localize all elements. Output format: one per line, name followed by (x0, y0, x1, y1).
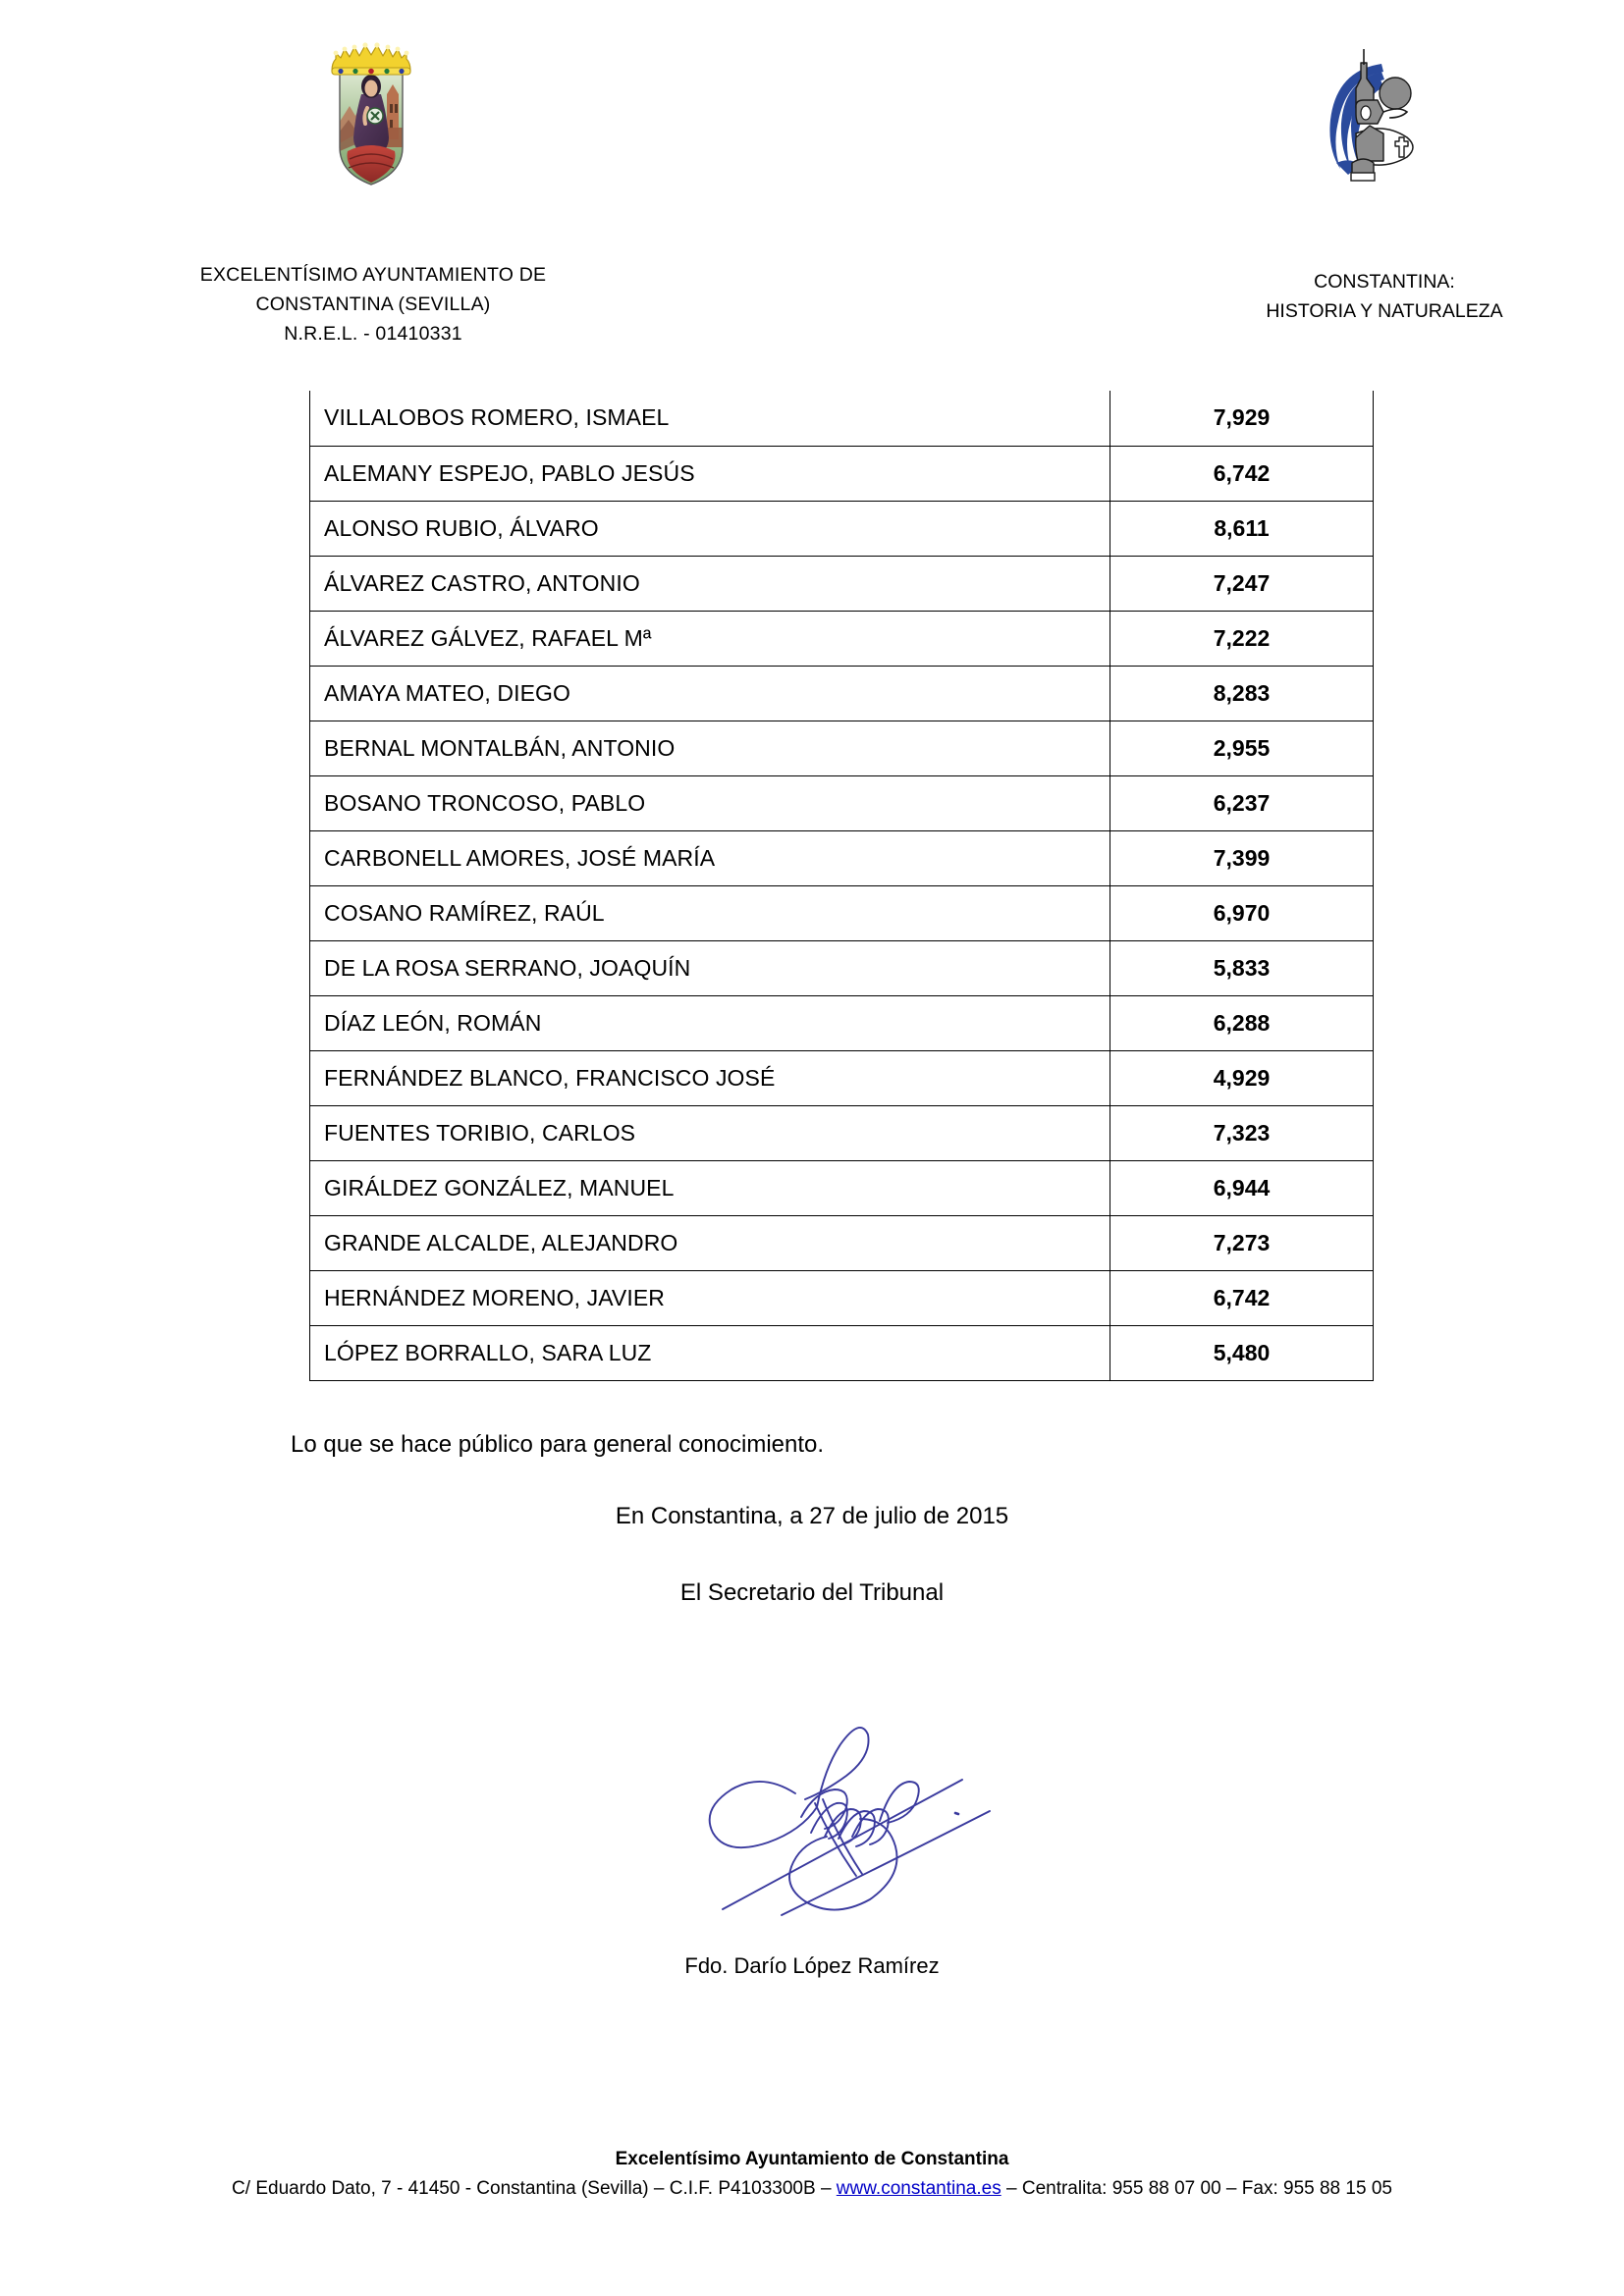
table-row (310, 885, 1374, 940)
place-and-date-paragraph: En Constantina, a 27 de julio de 2015 (615, 1503, 1009, 1529)
table-row (310, 995, 1374, 1050)
table-row (310, 1105, 1374, 1160)
table-row (310, 721, 1374, 775)
table-row (310, 1160, 1374, 1215)
table-row (310, 940, 1374, 995)
results-table (309, 391, 1374, 1381)
candidate-name-cell: HERNÁNDEZ MORENO, JAVIER (310, 1270, 1110, 1325)
table-row (310, 556, 1374, 611)
candidate-name-cell: CARBONELL AMORES, JOSÉ MARÍA (310, 830, 1110, 885)
document-footer (0, 2145, 1624, 2204)
candidate-score-cell: 6,944 (1110, 1160, 1374, 1215)
candidate-name-cell: LÓPEZ BORRALLO, SARA LUZ (310, 1325, 1110, 1380)
table-row (310, 830, 1374, 885)
candidate-score-cell: 5,833 (1110, 940, 1374, 995)
right-caption-line-2: HISTORIA Y NATURALEZA (1266, 300, 1503, 322)
candidate-name-cell: BOSANO TRONCOSO, PABLO (310, 775, 1110, 830)
footer-address-after-link: – Centralita: 955 88 07 00 – Fax: 955 88 15 05 (1001, 2178, 1392, 2199)
footer-contact-line (0, 2174, 1624, 2204)
left-header-caption (118, 260, 628, 348)
right-caption-line-1: CONSTANTINA: (1314, 271, 1455, 293)
candidate-name-cell: ALEMANY ESPEJO, PABLO JESÚS (310, 446, 1110, 501)
constantina-historia-naturaleza-logo-icon (1313, 39, 1442, 187)
constantina-coat-of-arms-icon (316, 37, 426, 187)
table-row (310, 666, 1374, 721)
candidate-score-cell: 7,399 (1110, 830, 1374, 885)
candidate-name-cell: FERNÁNDEZ BLANCO, FRANCISCO JOSÉ (310, 1050, 1110, 1105)
candidate-name-cell: ÁLVAREZ CASTRO, ANTONIO (310, 556, 1110, 611)
caption-line-2: CONSTANTINA (SEVILLA) (255, 294, 491, 315)
table-row (310, 501, 1374, 556)
document-header (0, 0, 1624, 353)
candidate-name-cell: COSANO RAMÍREZ, RAÚL (310, 885, 1110, 940)
candidate-score-cell: 6,970 (1110, 885, 1374, 940)
candidate-name-cell: DÍAZ LEÓN, ROMÁN (310, 995, 1110, 1050)
candidate-name-cell: GRANDE ALCALDE, ALEJANDRO (310, 1215, 1110, 1270)
candidate-score-cell: 6,237 (1110, 775, 1374, 830)
candidate-score-cell: 8,283 (1110, 666, 1374, 721)
footer-organization: Excelentísimo Ayuntamiento de Constantina (615, 2149, 1009, 2169)
candidate-name-cell: FUENTES TORIBIO, CARLOS (310, 1105, 1110, 1160)
signer-role-paragraph: El Secretario del Tribunal (679, 1579, 945, 1606)
results-table-body (310, 391, 1374, 1380)
candidate-score-cell: 6,288 (1110, 995, 1374, 1050)
table-row (310, 446, 1374, 501)
candidate-score-cell: 6,742 (1110, 446, 1374, 501)
table-row (310, 1215, 1374, 1270)
candidate-score-cell: 7,273 (1110, 1215, 1374, 1270)
public-notice-paragraph: Lo que se hace público para general conocimiento. (291, 1431, 825, 1458)
caption-line-3: N.R.E.L. - 01410331 (284, 323, 462, 345)
candidate-name-cell: DE LA ROSA SERRANO, JOAQUÍN (310, 940, 1110, 995)
candidate-name-cell: ALONSO RUBIO, ÁLVARO (310, 501, 1110, 556)
candidate-score-cell: 2,955 (1110, 721, 1374, 775)
candidate-score-cell: 7,222 (1110, 611, 1374, 666)
candidate-name-cell: BERNAL MONTALBÁN, ANTONIO (310, 721, 1110, 775)
table-row (310, 1050, 1374, 1105)
signed-name: Fdo. Darío López Ramírez (684, 1953, 940, 1978)
candidate-score-cell: 7,247 (1110, 556, 1374, 611)
table-row (310, 611, 1374, 666)
candidate-score-cell: 8,611 (1110, 501, 1374, 556)
candidate-name-cell: ÁLVAREZ GÁLVEZ, RAFAEL Mª (310, 611, 1110, 666)
table-row (310, 391, 1374, 446)
candidate-name-cell: AMAYA MATEO, DIEGO (310, 666, 1110, 721)
table-row (310, 1270, 1374, 1325)
candidate-score-cell: 7,323 (1110, 1105, 1374, 1160)
table-row (310, 1325, 1374, 1380)
footer-website-link[interactable]: www.constantina.es (836, 2178, 1001, 2199)
candidate-name-cell: GIRÁLDEZ GONZÁLEZ, MANUEL (310, 1160, 1110, 1215)
candidate-score-cell: 4,929 (1110, 1050, 1374, 1105)
candidate-score-cell: 6,742 (1110, 1270, 1374, 1325)
candidate-name-cell: VILLALOBOS ROMERO, ISMAEL (310, 391, 1110, 446)
table-row (310, 775, 1374, 830)
right-header-caption (1218, 267, 1551, 326)
caption-line-1: EXCELENTÍSIMO AYUNTAMIENTO DE (199, 264, 547, 286)
footer-address-before-link: C/ Eduardo Dato, 7 - 41450 - Constantina (Sevilla) – C.I.F. P4103300B – (232, 2178, 837, 2199)
handwritten-signature-icon (677, 1674, 992, 1919)
candidate-score-cell: 5,480 (1110, 1325, 1374, 1380)
candidate-score-cell: 7,929 (1110, 391, 1374, 446)
